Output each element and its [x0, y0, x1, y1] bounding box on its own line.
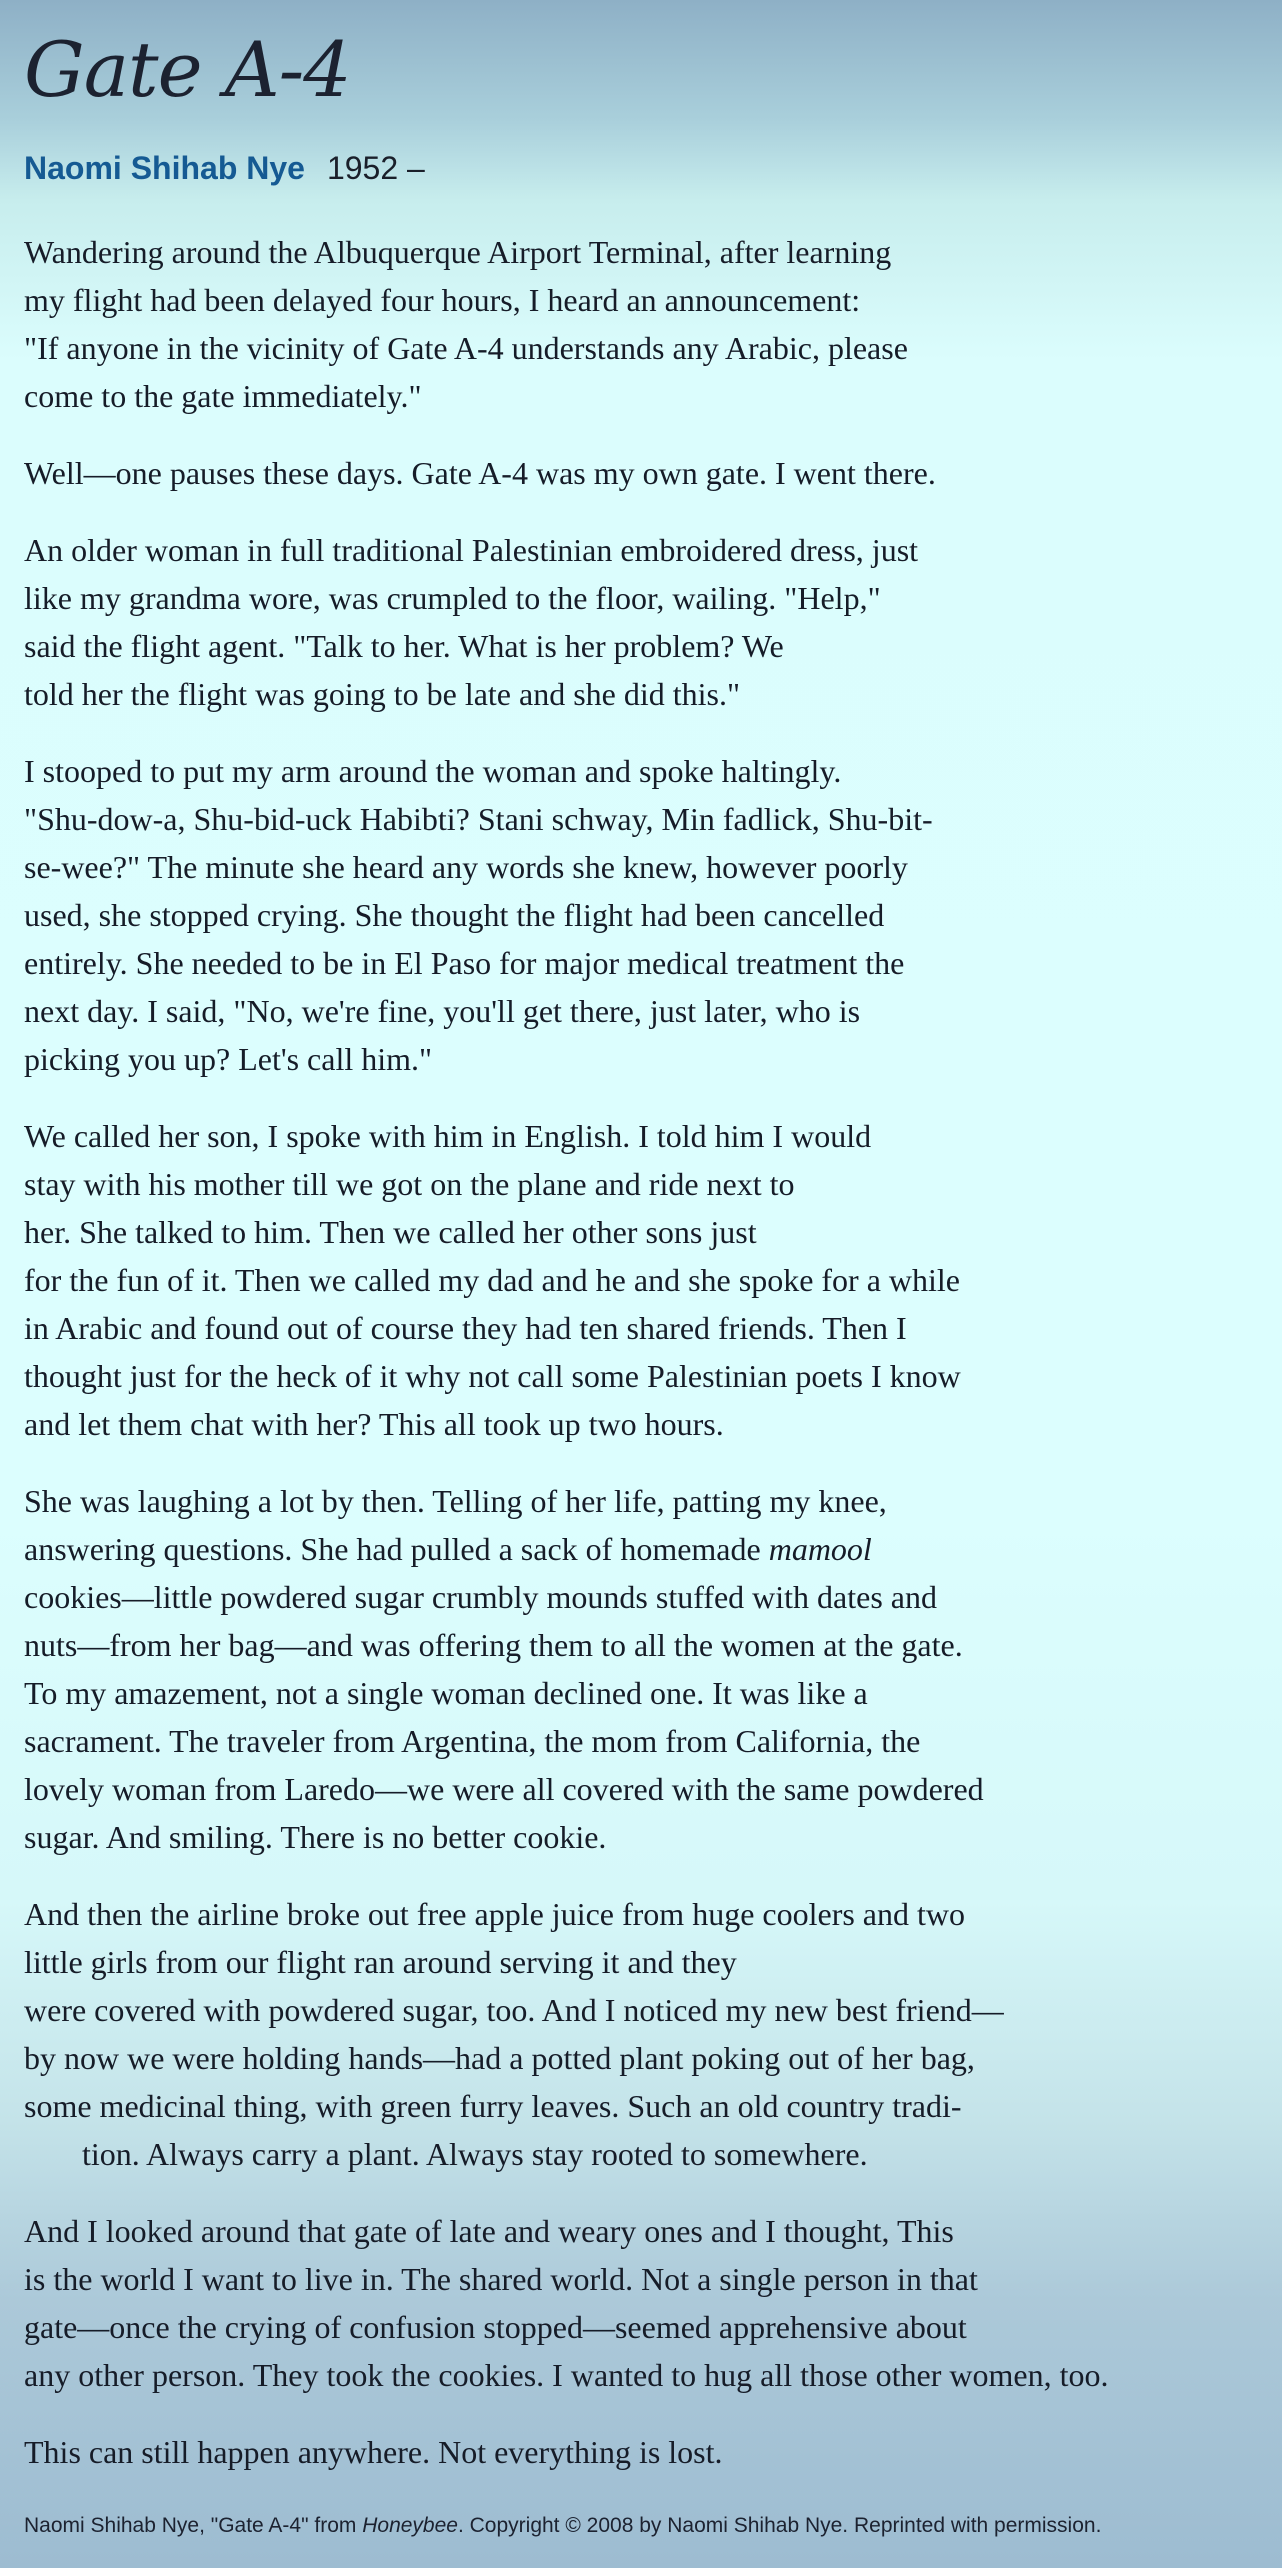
poem-line: We called her son, I spoke with him in English. I told him I would	[24, 1118, 872, 1154]
italic-word: mamool	[768, 1531, 872, 1567]
poem-line: some medicinal thing, with green furry leaves. Such an old country tradi-	[24, 2088, 962, 2124]
stanza-8	[24, 2207, 1274, 2399]
stanza-1	[24, 228, 1274, 420]
poem-line: said the flight agent. "Talk to her. What is her problem? We	[24, 628, 784, 664]
stanza-2	[24, 449, 1274, 497]
book-title: Honeybee	[362, 2514, 458, 2537]
poem-line: picking you up? Let's call him."	[24, 1041, 433, 1077]
poem-line: This can still happen anywhere. Not everything is lost.	[24, 2434, 723, 2470]
poem-title: Gate A-4	[24, 25, 351, 114]
poem-line: my flight had been delayed four hours, I heard an announcement:	[24, 282, 861, 318]
poem-line: Wandering around the Albuquerque Airport Terminal, after learning	[24, 234, 892, 270]
poem-line: I stooped to put my arm around the woman and spoke haltingly.	[24, 753, 842, 789]
poem-line: An older woman in full traditional Palestinian embroidered dress, just	[24, 532, 919, 568]
poem-line-text: answering questions. She had pulled a sack of homemade	[24, 1531, 769, 1567]
poem-body	[24, 228, 1274, 2505]
poem-line: her. She talked to him. Then we called her other sons just	[24, 1214, 757, 1250]
byline	[24, 146, 425, 190]
poem-line: thought just for the heck of it why not call some Palestinian poets I know	[24, 1358, 961, 1394]
poem-line: told her the flight was going to be late and she did this."	[24, 676, 741, 712]
poem-line-indented: tion. Always carry a plant. Always stay rooted to somewhere.	[82, 2136, 868, 2172]
poem-line: nuts—from her bag—and was offering them to all the women at the gate.	[24, 1627, 963, 1663]
poem-line: Well—one pauses these days. Gate A-4 was my own gate. I went there.	[24, 455, 936, 491]
poem-line: and let them chat with her? This all took up two hours.	[24, 1406, 724, 1442]
stanza-4	[24, 747, 1274, 1083]
poem-line: sacrament. The traveler from Argentina, the mom from California, the	[24, 1723, 921, 1759]
poem-line: in Arabic and found out of course they had ten shared friends. Then I	[24, 1310, 907, 1346]
copyright-credit	[24, 2510, 1101, 2542]
poem-line: is the world I want to live in. The shared world. Not a single person in that	[24, 2261, 978, 2297]
stanza-3	[24, 526, 1274, 718]
poem-line: lovely woman from Laredo—we were all covered with the same powdered	[24, 1771, 984, 1807]
poem-line: used, she stopped crying. She thought the flight had been cancelled	[24, 897, 885, 933]
poem-line: any other person. They took the cookies. I wanted to hug all those other women, too.	[24, 2357, 1109, 2393]
poem-line: sugar. And smiling. There is no better cookie.	[24, 1819, 607, 1855]
poem-line: She was laughing a lot by then. Telling of her life, patting my knee,	[24, 1483, 887, 1519]
author-years: 1952 –	[326, 150, 425, 186]
stanza-5	[24, 1112, 1274, 1448]
poem-line: were covered with powdered sugar, too. And I noticed my new best friend—	[24, 1992, 1004, 2028]
poem-line: little girls from our flight ran around serving it and they	[24, 1944, 737, 1980]
poem-line: And I looked around that gate of late and weary ones and I thought, This	[24, 2213, 954, 2249]
poem-line: next day. I said, "No, we're fine, you'll get there, just later, who is	[24, 993, 861, 1029]
poem-line: gate—once the crying of confusion stopped—seemed apprehensive about	[24, 2309, 967, 2345]
poem-line	[24, 1525, 1274, 1573]
poem-line: entirely. She needed to be in El Paso for major medical treatment the	[24, 945, 905, 981]
poem-line: cookies—little powdered sugar crumbly mounds stuffed with dates and	[24, 1579, 937, 1615]
poem-line: like my grandma wore, was crumpled to the floor, wailing. "Help,"	[24, 580, 881, 616]
poem-line: by now we were holding hands—had a potted plant poking out of her bag,	[24, 2040, 975, 2076]
poem-line: come to the gate immediately."	[24, 378, 422, 414]
poem-line: "If anyone in the vicinity of Gate A-4 understands any Arabic, please	[24, 330, 908, 366]
poem-line: And then the airline broke out free apple juice from huge coolers and two	[24, 1896, 965, 1932]
poem-line: To my amazement, not a single woman declined one. It was like a	[24, 1675, 868, 1711]
credit-text-rest: . Copyright © 2008 by Naomi Shihab Nye. Reprinted with permission.	[457, 2514, 1102, 2537]
stanza-7	[24, 1890, 1274, 2178]
author-link[interactable]: Naomi Shihab Nye	[24, 150, 305, 186]
poem-line: "Shu-dow-a, Shu-bid-uck Habibti? Stani schway, Min fadlick, Shu-bit-	[24, 801, 933, 837]
credit-text: Naomi Shihab Nye, "Gate A-4" from	[24, 2514, 363, 2537]
stanza-6	[24, 1477, 1274, 1861]
poem-line: for the fun of it. Then we called my dad and he and she spoke for a while	[24, 1262, 960, 1298]
stanza-9	[24, 2428, 1274, 2476]
poem-line: se-wee?" The minute she heard any words she knew, however poorly	[24, 849, 908, 885]
poem-line: stay with his mother till we got on the plane and ride next to	[24, 1166, 795, 1202]
